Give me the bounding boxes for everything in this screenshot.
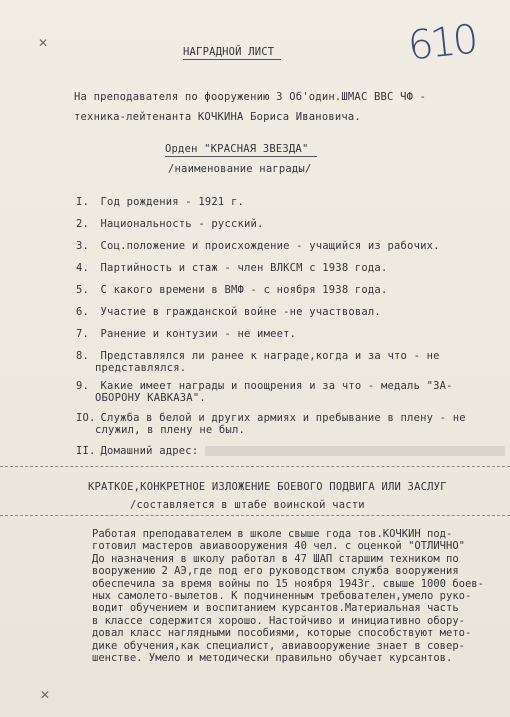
- item-text: Домашний адрес:: [100, 445, 199, 457]
- item-number: 4.: [76, 262, 90, 274]
- item-number: 9.: [76, 380, 90, 392]
- description-line: готовил мастеров авиавооружения 40 чел. с оценкой "ОТЛИЧНО": [92, 540, 465, 553]
- item-text: Служба в белой и других армиях и пребывание в плену - не: [100, 412, 466, 424]
- list-item-4: [76, 262, 387, 274]
- award-name: Орден "КРАСНАЯ ЗВЕЗДА": [165, 143, 309, 155]
- redacted-address: [205, 446, 505, 456]
- award-caption: /наименование награды/: [168, 163, 312, 175]
- item-text: Год рождения - 1921 г.: [100, 196, 245, 208]
- description-line: Работая преподавателем в школе свыше года тов.КОЧКИН под-: [92, 528, 453, 540]
- item-text: Участие в гражданской войне -не участвовал.: [100, 306, 381, 318]
- item-number: 5.: [76, 284, 90, 296]
- item-text: Соц.положение и происхождение - учащийся из рабочих.: [100, 240, 440, 252]
- item-number: I.: [76, 196, 90, 208]
- document-title: НАГРАДНОЙ ЛИСТ: [183, 46, 275, 58]
- item-number: 3.: [76, 240, 90, 252]
- item-text: Ранение и контузии - не имеет.: [100, 328, 297, 340]
- description-line: водит обучением и воспитанием курсантов.Материальная часть: [92, 602, 459, 615]
- description-line: довал класс наглядными пособиями, которые способствуют мето-: [92, 627, 472, 640]
- item-number: 8.: [76, 350, 90, 362]
- description-line: ных самолето-вылетов. К подчиненным требователен,умело руко-: [92, 590, 472, 603]
- punch-hole-mark-bottom: ✕: [40, 688, 51, 702]
- section-title: КРАТКОЕ,КОНКРЕТНОЕ ИЗЛОЖЕНИЕ БОЕВОГО ПОДВИГА ИЛИ ЗАСЛУГ: [88, 481, 447, 493]
- description-line: вооружению 2 АЭ,где под его руководством служба вооружения: [92, 565, 459, 578]
- intro-line-2: техника-лейтенанта КОЧКИНА Бориса Ивановича.: [74, 111, 361, 123]
- item-number: 6.: [76, 306, 90, 318]
- handwritten-sheet-number: 610: [405, 16, 478, 70]
- merit-description: [92, 528, 502, 664]
- punch-hole-mark-top: ✕: [38, 36, 49, 50]
- list-item-7: [76, 328, 296, 340]
- item-number: 7.: [76, 328, 90, 340]
- item-number: IO.: [76, 412, 96, 424]
- description-line: шенстве. Умело и методически правильно обучает курсантов.: [92, 652, 453, 665]
- section-divider-top: [0, 466, 510, 467]
- list-item-10-continuation: служил, в плену не был.: [95, 424, 245, 436]
- list-item-2: [76, 218, 264, 230]
- list-item-10: [76, 412, 466, 424]
- title-underline: [183, 59, 281, 60]
- description-line: обеспечила за время войны по 15 ноября 1943г. свыше 1000 боев-: [92, 577, 484, 590]
- list-item-8-continuation: представлялся.: [95, 362, 187, 374]
- item-text: С какого времени в ВМФ - с ноября 1938 года.: [100, 284, 388, 296]
- description-line: дике обучения,как специалист, авиавооружение знает в совер-: [92, 639, 465, 652]
- list-item-1: [76, 196, 244, 208]
- list-item-3: [76, 240, 440, 252]
- section-caption: /составляется в штабе воинской части: [130, 499, 365, 511]
- item-number: II.: [76, 445, 96, 457]
- section-divider-bottom: [0, 515, 510, 516]
- item-number: 2.: [76, 218, 90, 230]
- list-item-6: [76, 306, 381, 318]
- intro-line-1: На преподавателя по фоoружению 3 Об'один.ШМАС ВВС ЧФ -: [74, 91, 427, 103]
- list-item-9: [76, 380, 453, 392]
- list-item-5: [76, 284, 387, 296]
- item-text: Какие имеет награды и поощрения и за что - медаль "ЗА-: [100, 380, 453, 392]
- item-text: Национальность - русский.: [100, 218, 264, 230]
- description-line: До назначения в школу работал в 47 ШАП старшим техником по: [92, 552, 459, 565]
- list-item-11: [76, 445, 198, 457]
- item-text: Партийность и стаж - член ВЛКСМ с 1938 года.: [100, 262, 388, 274]
- item-text: Представлялся ли ранее к награде,когда и за что - не: [100, 350, 440, 362]
- list-item-9-continuation: ОБОРОНУ КАВКАЗА".: [95, 392, 206, 404]
- list-item-8: [76, 350, 440, 362]
- award-underline: [165, 156, 317, 157]
- description-line: в классе содержится хорошо. Настойчиво и инициативно обору-: [92, 614, 465, 627]
